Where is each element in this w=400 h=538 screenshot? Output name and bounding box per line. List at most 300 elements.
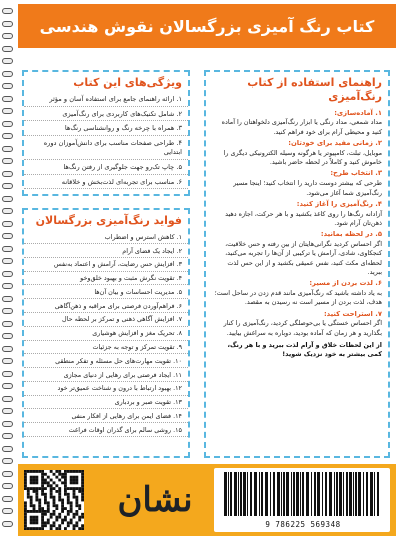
qr-module — [50, 524, 53, 527]
qr-module — [75, 479, 78, 482]
qr-module — [24, 510, 27, 513]
qr-module — [73, 470, 76, 473]
spiral-ring — [2, 271, 13, 277]
barcode-bar — [329, 472, 332, 516]
qr-module — [70, 476, 73, 479]
qr-module — [67, 470, 70, 473]
qr-module — [58, 493, 61, 496]
barcode-bar — [247, 472, 248, 516]
qr-module — [73, 493, 76, 496]
barcode-bar — [286, 472, 289, 516]
qr-module — [61, 510, 64, 513]
spiral-ring — [2, 183, 13, 189]
qr-module — [38, 487, 41, 490]
qr-module — [47, 501, 50, 504]
qr-module — [33, 479, 36, 482]
barcode-bar — [343, 472, 344, 516]
qr-module — [33, 527, 36, 530]
qr-module — [35, 527, 38, 530]
barcode-bar — [250, 472, 252, 516]
qr-module — [44, 524, 47, 527]
qr-module — [30, 519, 33, 522]
qr-module — [75, 481, 78, 484]
qr-module — [58, 496, 61, 499]
qr-module — [30, 487, 33, 490]
qr-module — [61, 499, 64, 502]
qr-module — [50, 479, 53, 482]
qr-module — [41, 470, 44, 473]
qr-module — [70, 479, 73, 482]
qr-module — [33, 490, 36, 493]
benefit-item: ۱۰. تقویت مهارت‌های حل مسئله و تفکر منطقی — [24, 354, 188, 368]
qr-module — [70, 519, 73, 522]
barcode-bar — [374, 472, 375, 516]
features-box — [22, 70, 190, 196]
barcode-bar — [377, 472, 379, 516]
guide-step-text: طرحی که بیشتر دوست دارید را انتخاب کنید؛ اینجا مسیر رنگ‌آمیزی شما آغاز می‌شود. — [233, 179, 382, 197]
qr-module — [70, 501, 73, 504]
qr-module — [27, 510, 30, 513]
qr-module — [75, 501, 78, 504]
qr-module — [50, 513, 53, 516]
spiral-ring — [2, 196, 13, 202]
qr-module — [24, 501, 27, 504]
qr-module — [53, 513, 56, 516]
qr-module — [44, 510, 47, 513]
spiral-ring — [2, 521, 13, 527]
spiral-ring — [2, 283, 13, 289]
qr-module — [78, 504, 81, 507]
guide-step-heading: ۱. آماده‌سازی: — [334, 108, 382, 117]
qr-module — [44, 473, 47, 476]
guide-step — [206, 139, 388, 167]
benefit-item: ۶. فراهم‌آوردن فرصتی برای مراقبه و ذهن‌آگاهی — [24, 299, 188, 313]
qr-module — [33, 521, 36, 524]
spiral-ring — [2, 408, 13, 414]
qr-module — [73, 487, 76, 490]
qr-module — [38, 507, 41, 510]
qr-module — [70, 487, 73, 490]
qr-module — [35, 470, 38, 473]
qr-module — [33, 470, 36, 473]
qr-module — [41, 473, 44, 476]
guide-step-heading: ۵. در لحظه بمانید: — [320, 230, 382, 239]
barcode-bar — [240, 472, 242, 516]
feature-item: ۳. همراه با چرخه رنگ و روانشناسی رنگ‌ها — [24, 121, 188, 136]
barcode-bar — [314, 472, 316, 516]
benefits-box — [22, 208, 190, 458]
qr-module — [41, 507, 44, 510]
qr-module — [81, 481, 84, 484]
qr-module — [64, 507, 67, 510]
qr-module — [50, 516, 53, 519]
qr-module — [41, 490, 44, 493]
qr-module — [24, 513, 27, 516]
benefit-item: ۱۱. ایجاد فرصتی برای رهایی از دنیای مجازی — [24, 368, 188, 382]
qr-module — [41, 487, 44, 490]
qr-module — [70, 521, 73, 524]
qr-module — [67, 510, 70, 513]
guide-step — [206, 230, 388, 277]
guide-step-text: مداد شمعی، مداد رنگی یا ابزار رنگ‌آمیزی دلخواهتان را آماده کنید و محیطی آرام برای خود فراهم کنید. — [221, 118, 382, 136]
qr-module — [81, 490, 84, 493]
barcode-bar — [254, 472, 257, 516]
qr-module — [27, 487, 30, 490]
qr-module — [78, 516, 81, 519]
spiral-ring — [2, 221, 13, 227]
qr-module — [67, 524, 70, 527]
qr-module — [73, 481, 76, 484]
qr-module — [55, 519, 58, 522]
qr-module — [73, 496, 76, 499]
qr-module — [58, 499, 61, 502]
qr-module — [44, 479, 47, 482]
barcode-bar — [296, 472, 299, 516]
spiral-ring — [2, 246, 13, 252]
qr-module — [33, 507, 36, 510]
spiral-ring — [2, 146, 13, 152]
barcode-bar — [334, 472, 335, 516]
guide-step — [206, 109, 388, 137]
barcode-bar — [336, 472, 338, 516]
qr-module — [81, 527, 84, 530]
qr-module — [81, 479, 84, 482]
qr-module — [61, 519, 64, 522]
qr-module — [30, 476, 33, 479]
qr-module — [53, 510, 56, 513]
guide-step-heading: ۴. رنگ‌آمیزی را آغاز کنید: — [296, 199, 382, 208]
barcode-bar — [261, 472, 263, 516]
qr-module — [73, 476, 76, 479]
qr-module — [44, 501, 47, 504]
benefit-item: ۹. تقویت تمرکز و توجه به جزئیات — [24, 341, 188, 355]
spiral-ring — [2, 433, 13, 439]
barcode-bar — [339, 472, 342, 516]
barcode-bar — [277, 472, 280, 516]
qr-module — [78, 527, 81, 530]
spiral-ring — [2, 471, 13, 477]
qr-module — [58, 479, 61, 482]
qr-module — [33, 476, 36, 479]
benefit-item: ۱۴. فضای ایمن برای رهایی از افکار منفی — [24, 409, 188, 423]
guide-step-heading: ۲. زمانی مفید برای خودتان: — [288, 139, 382, 147]
qr-module — [50, 470, 53, 473]
qr-module — [30, 479, 33, 482]
benefit-item: ۱۵. روشی سالم برای گذران اوقات فراغت — [24, 423, 188, 437]
qr-module — [50, 490, 53, 493]
qr-module — [50, 496, 53, 499]
qr-module — [64, 479, 67, 482]
qr-module — [30, 516, 33, 519]
qr-module — [53, 487, 56, 490]
qr-module — [81, 524, 84, 527]
qr-module — [24, 473, 27, 476]
qr-module — [58, 527, 61, 530]
qr-module — [75, 521, 78, 524]
qr-module — [35, 519, 38, 522]
barcode-bar — [270, 472, 271, 516]
qr-module — [35, 490, 38, 493]
qr-module — [30, 499, 33, 502]
qr-module — [81, 484, 84, 487]
qr-module — [81, 499, 84, 502]
barcode-bar — [349, 472, 352, 516]
spiral-ring — [2, 371, 13, 377]
qr-module — [81, 476, 84, 479]
qr-module — [44, 487, 47, 490]
qr-module — [53, 496, 56, 499]
usage-guide-box — [204, 70, 390, 458]
qr-module — [33, 504, 36, 507]
barcode-bar — [291, 472, 292, 516]
qr-module — [50, 527, 53, 530]
qr-module — [78, 470, 81, 473]
qr-module — [61, 501, 64, 504]
barcode-bar — [293, 472, 295, 516]
qr-module — [81, 470, 84, 473]
qr-module — [30, 521, 33, 524]
qr-module — [41, 476, 44, 479]
qr-module — [41, 481, 44, 484]
guide-step — [206, 200, 388, 228]
qr-module — [73, 527, 76, 530]
qr-module — [44, 481, 47, 484]
qr-module — [41, 519, 44, 522]
barcode-bar — [317, 472, 320, 516]
qr-module — [67, 513, 70, 516]
qr-module — [44, 513, 47, 516]
qr-module — [33, 510, 36, 513]
barcode-bars — [222, 472, 382, 516]
qr-module — [41, 516, 44, 519]
isbn-barcode — [214, 468, 390, 532]
spiral-ring — [2, 421, 13, 427]
spiral-ring — [2, 233, 13, 239]
qr-module — [55, 490, 58, 493]
barcode-bar — [230, 472, 232, 516]
spiral-ring — [2, 21, 13, 27]
qr-module — [33, 481, 36, 484]
spiral-ring — [2, 8, 13, 14]
barcode-bar — [311, 472, 312, 516]
spiral-ring — [2, 496, 13, 502]
qr-module — [38, 499, 41, 502]
qr-module — [78, 519, 81, 522]
qr-module — [35, 479, 38, 482]
qr-module — [47, 484, 50, 487]
qr-module — [50, 484, 53, 487]
qr-module — [35, 493, 38, 496]
guide-step — [206, 169, 388, 197]
guide-step-text: آزادانه رنگ‌ها را روی کاغذ بکشید و با هر حرکت، اجازه دهید ذهن‌تان آرام شود. — [225, 209, 382, 227]
benefit-item: ۱۲. بهبود ارتباط با درون و شناخت عمیق‌تر خود — [24, 382, 188, 396]
qr-module — [64, 476, 67, 479]
qr-module — [30, 501, 33, 504]
qr-module — [67, 487, 70, 490]
barcode-bar — [265, 472, 268, 516]
qr-module — [55, 476, 58, 479]
qr-module — [53, 521, 56, 524]
qr-module — [81, 493, 84, 496]
spiral-ring — [2, 458, 13, 464]
benefits-title: فواید رنگ‌آمیزی بزرگسالان — [35, 214, 182, 227]
qr-module — [33, 519, 36, 522]
qr-module — [78, 507, 81, 510]
qr-module — [53, 473, 56, 476]
qr-module — [27, 470, 30, 473]
qr-module — [75, 524, 78, 527]
qr-module — [64, 516, 67, 519]
barcode-bar — [283, 472, 285, 516]
qr-module — [81, 513, 84, 516]
qr-module — [75, 513, 78, 516]
qr-module — [24, 527, 27, 530]
qr-module — [24, 521, 27, 524]
feature-item: ۶. مناسب برای تجربه‌ای لذت‌بخش و خلاقانه — [24, 175, 188, 190]
qr-module — [30, 510, 33, 513]
qr-module — [41, 521, 44, 524]
qr-module — [24, 487, 27, 490]
qr-module — [75, 496, 78, 499]
qr-module — [61, 473, 64, 476]
spiral-ring — [2, 383, 13, 389]
qr-module — [47, 521, 50, 524]
feature-item: ۴. طراحی صفحات مناسب برای دانش‌آموزان دوره ابتدایی — [24, 136, 188, 160]
qr-module — [30, 504, 33, 507]
spiral-ring — [2, 108, 13, 114]
qr-module — [64, 484, 67, 487]
qr-module — [47, 481, 50, 484]
qr-code — [24, 470, 84, 530]
barcode-bar — [238, 472, 239, 516]
isbn-number: 9 786225 569348 — [265, 520, 341, 529]
publisher-logo: نشان — [117, 480, 193, 520]
qr-module — [41, 479, 44, 482]
qr-module — [27, 493, 30, 496]
guide-step-heading: ۳. انتخاب طرح: — [330, 169, 382, 178]
spiral-ring — [2, 396, 13, 402]
benefit-item: ۴. تقویت نگرش مثبت و بهبود خلق‌وخو — [24, 272, 188, 286]
features-title: ویژگی‌های این کتاب — [73, 76, 182, 89]
qr-module — [35, 510, 38, 513]
qr-module — [61, 481, 64, 484]
qr-module — [64, 493, 67, 496]
qr-module — [27, 496, 30, 499]
qr-module — [24, 524, 27, 527]
barcode-bar — [346, 472, 348, 516]
qr-module — [33, 487, 36, 490]
spiral-ring — [2, 508, 13, 514]
spiral-ring — [2, 308, 13, 314]
usage-guide-closing: از این لحظات خلاق و آرام لذت ببرید و با هر رنگ، کمی بیشتر به خود نزدیک شوید! — [227, 341, 382, 359]
qr-module — [70, 504, 73, 507]
qr-module — [67, 496, 70, 499]
spiral-ring — [2, 121, 13, 127]
barcode-bar — [300, 472, 301, 516]
qr-module — [73, 479, 76, 482]
qr-module — [64, 490, 67, 493]
qr-module — [38, 527, 41, 530]
benefit-item: ۱. کاهش استرس و اضطراب — [24, 230, 188, 244]
qr-module — [75, 499, 78, 502]
barcode-bar — [353, 472, 354, 516]
guide-step-text: اگر احساس خستگی یا بی‌حوصلگی کردید، رنگ‌آمیزی را کنار بگذارید و هر زمان که آماده بودید، دوباره به سراغش بیایید. — [223, 319, 382, 337]
qr-module — [64, 487, 67, 490]
qr-module — [73, 524, 76, 527]
qr-module — [41, 527, 44, 530]
qr-module — [30, 470, 33, 473]
spiral-binding — [0, 0, 14, 538]
qr-module — [50, 493, 53, 496]
qr-module — [24, 481, 27, 484]
guide-step-text: موبایل، تبلت، کامپیوتر یا هرگونه وسیله الکترونیکی دیگری را خاموش کنید و کاملاً در لحظه حاضر باشید. — [223, 148, 382, 167]
barcode-bar — [322, 472, 323, 516]
qr-module — [24, 519, 27, 522]
barcode-bar — [273, 472, 275, 516]
qr-module — [47, 519, 50, 522]
qr-module — [64, 527, 67, 530]
qr-module — [44, 521, 47, 524]
qr-module — [61, 507, 64, 510]
benefit-item: ۵. مدیریت احساسات و بیان آن‌ها — [24, 285, 188, 299]
qr-module — [58, 513, 61, 516]
qr-module — [38, 501, 41, 504]
spiral-ring — [2, 33, 13, 39]
qr-module — [24, 476, 27, 479]
qr-module — [33, 516, 36, 519]
qr-module — [41, 510, 44, 513]
qr-module — [47, 476, 50, 479]
spiral-ring — [2, 333, 13, 339]
barcode-bar — [243, 472, 246, 516]
qr-module — [70, 507, 73, 510]
qr-module — [53, 504, 56, 507]
qr-module — [81, 496, 84, 499]
qr-module — [35, 516, 38, 519]
qr-module — [58, 473, 61, 476]
guide-step — [206, 310, 388, 338]
qr-module — [30, 481, 33, 484]
spiral-ring — [2, 346, 13, 352]
benefit-item: ۸. تحریک مغز و افزایش هوشیاری — [24, 327, 188, 341]
qr-module — [35, 476, 38, 479]
qr-module — [70, 470, 73, 473]
spiral-ring — [2, 446, 13, 452]
benefit-item: ۲. ایجاد یک فضای آرام — [24, 244, 188, 258]
qr-module — [64, 473, 67, 476]
barcode-bar — [302, 472, 304, 516]
qr-module — [61, 504, 64, 507]
spiral-ring — [2, 158, 13, 164]
qr-module — [27, 490, 30, 493]
barcode-bar — [363, 472, 364, 516]
qr-module — [67, 521, 70, 524]
qr-module — [61, 521, 64, 524]
qr-module — [75, 476, 78, 479]
qr-module — [44, 493, 47, 496]
spiral-ring — [2, 358, 13, 364]
qr-module — [58, 516, 61, 519]
qr-module — [44, 496, 47, 499]
qr-module — [67, 493, 70, 496]
qr-module — [55, 484, 58, 487]
qr-module — [41, 524, 44, 527]
qr-module — [70, 510, 73, 513]
qr-module — [75, 510, 78, 513]
barcode-bar — [281, 472, 282, 516]
spiral-ring — [2, 208, 13, 214]
barcode-bar — [259, 472, 260, 516]
